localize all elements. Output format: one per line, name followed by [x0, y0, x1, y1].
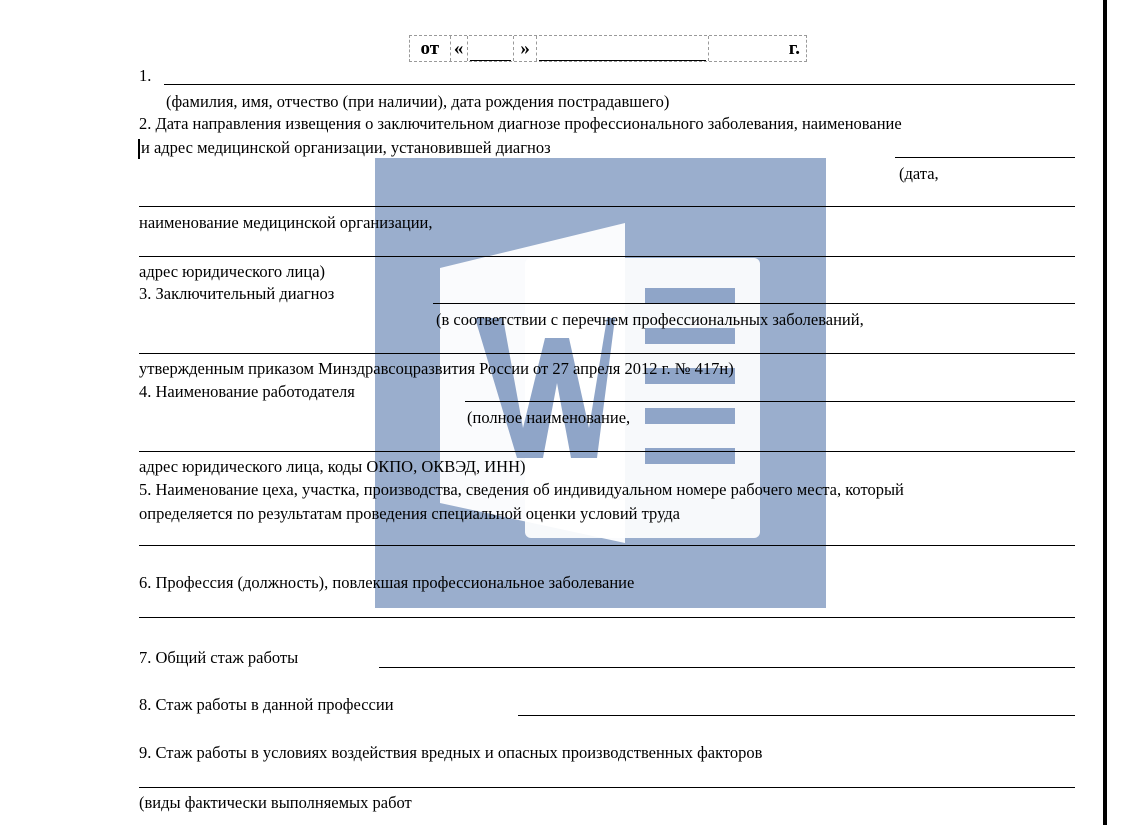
item-2-field-date[interactable] [895, 157, 1075, 158]
item-8-label: 8. Стаж работы в данной профессии [139, 695, 394, 714]
item-4-field[interactable] [465, 401, 1075, 402]
item-2-hint-org: наименование медицинской организации, [139, 213, 433, 232]
item-7-label: 7. Общий стаж работы [139, 648, 299, 667]
item-7-field[interactable] [379, 667, 1075, 668]
item-9-field[interactable] [139, 787, 1075, 788]
ot-cell: от [410, 36, 451, 61]
month-cell[interactable] [537, 36, 709, 61]
item-3-field[interactable] [433, 303, 1075, 304]
item-3-field-2[interactable] [139, 353, 1075, 354]
item-3-label: 3. Заключительный диагноз [139, 284, 335, 303]
item-3-hint-1: (в соответствии с перечнем профессиональных заболеваний, [436, 310, 864, 329]
item-5-field[interactable] [139, 545, 1075, 546]
item-1-field[interactable] [164, 84, 1075, 85]
item-2-hint-addr: адрес юридического лица) [139, 262, 326, 281]
item-2-field-addr[interactable] [139, 256, 1075, 257]
item-5-label: 5. Наименование цеха, участка, производства, сведения об индивидуальном номере рабочего места, который [139, 480, 904, 499]
page-right-border [1103, 0, 1107, 825]
item-5-label-cont: определяется по результатам проведения специальной оценки условий труда [139, 504, 681, 523]
item-2-field-org[interactable] [139, 206, 1075, 207]
item-2-label: 2. Дата направления извещения о заключительном диагнозе профессионального заболевания, наименование [139, 114, 902, 133]
item-4-hint-2: адрес юридического лица, коды ОКПО, ОКВЭД, ИНН) [139, 457, 526, 476]
item-2-hint-date: (дата, [899, 164, 939, 183]
word-document-icon [375, 158, 826, 608]
item-6-field[interactable] [139, 617, 1075, 618]
item-4-field-2[interactable] [139, 451, 1075, 452]
date-table [409, 35, 807, 62]
item-1-number: 1. [139, 66, 152, 85]
open-quote-cell: « [451, 36, 468, 61]
item-9-label: 9. Стаж работы в условиях воздействия вредных и опасных производственных факторов [139, 743, 763, 762]
text-cursor [138, 139, 140, 159]
item-3-hint-2: утвержденным приказом Минздравсоцразвития России от 27 апреля 2012 г. № 417н) [139, 359, 734, 378]
item-1-hint: (фамилия, имя, отчество (при наличии), дата рождения пострадавшего) [166, 92, 670, 111]
item-8-field[interactable] [518, 715, 1075, 716]
item-9-hint: (виды фактически выполняемых работ [139, 793, 412, 812]
item-4-hint-1: (полное наименование, [467, 408, 631, 427]
close-quote-cell: » [514, 36, 537, 61]
year-cell[interactable]: г. [788, 37, 800, 59]
day-cell[interactable] [468, 36, 515, 61]
item-2-label-cont: и адрес медицинской организации, установившей диагноз [141, 138, 551, 157]
item-6-label: 6. Профессия (должность), повлекшая профессиональное заболевание [139, 573, 635, 592]
item-4-label: 4. Наименование работодателя [139, 382, 355, 401]
